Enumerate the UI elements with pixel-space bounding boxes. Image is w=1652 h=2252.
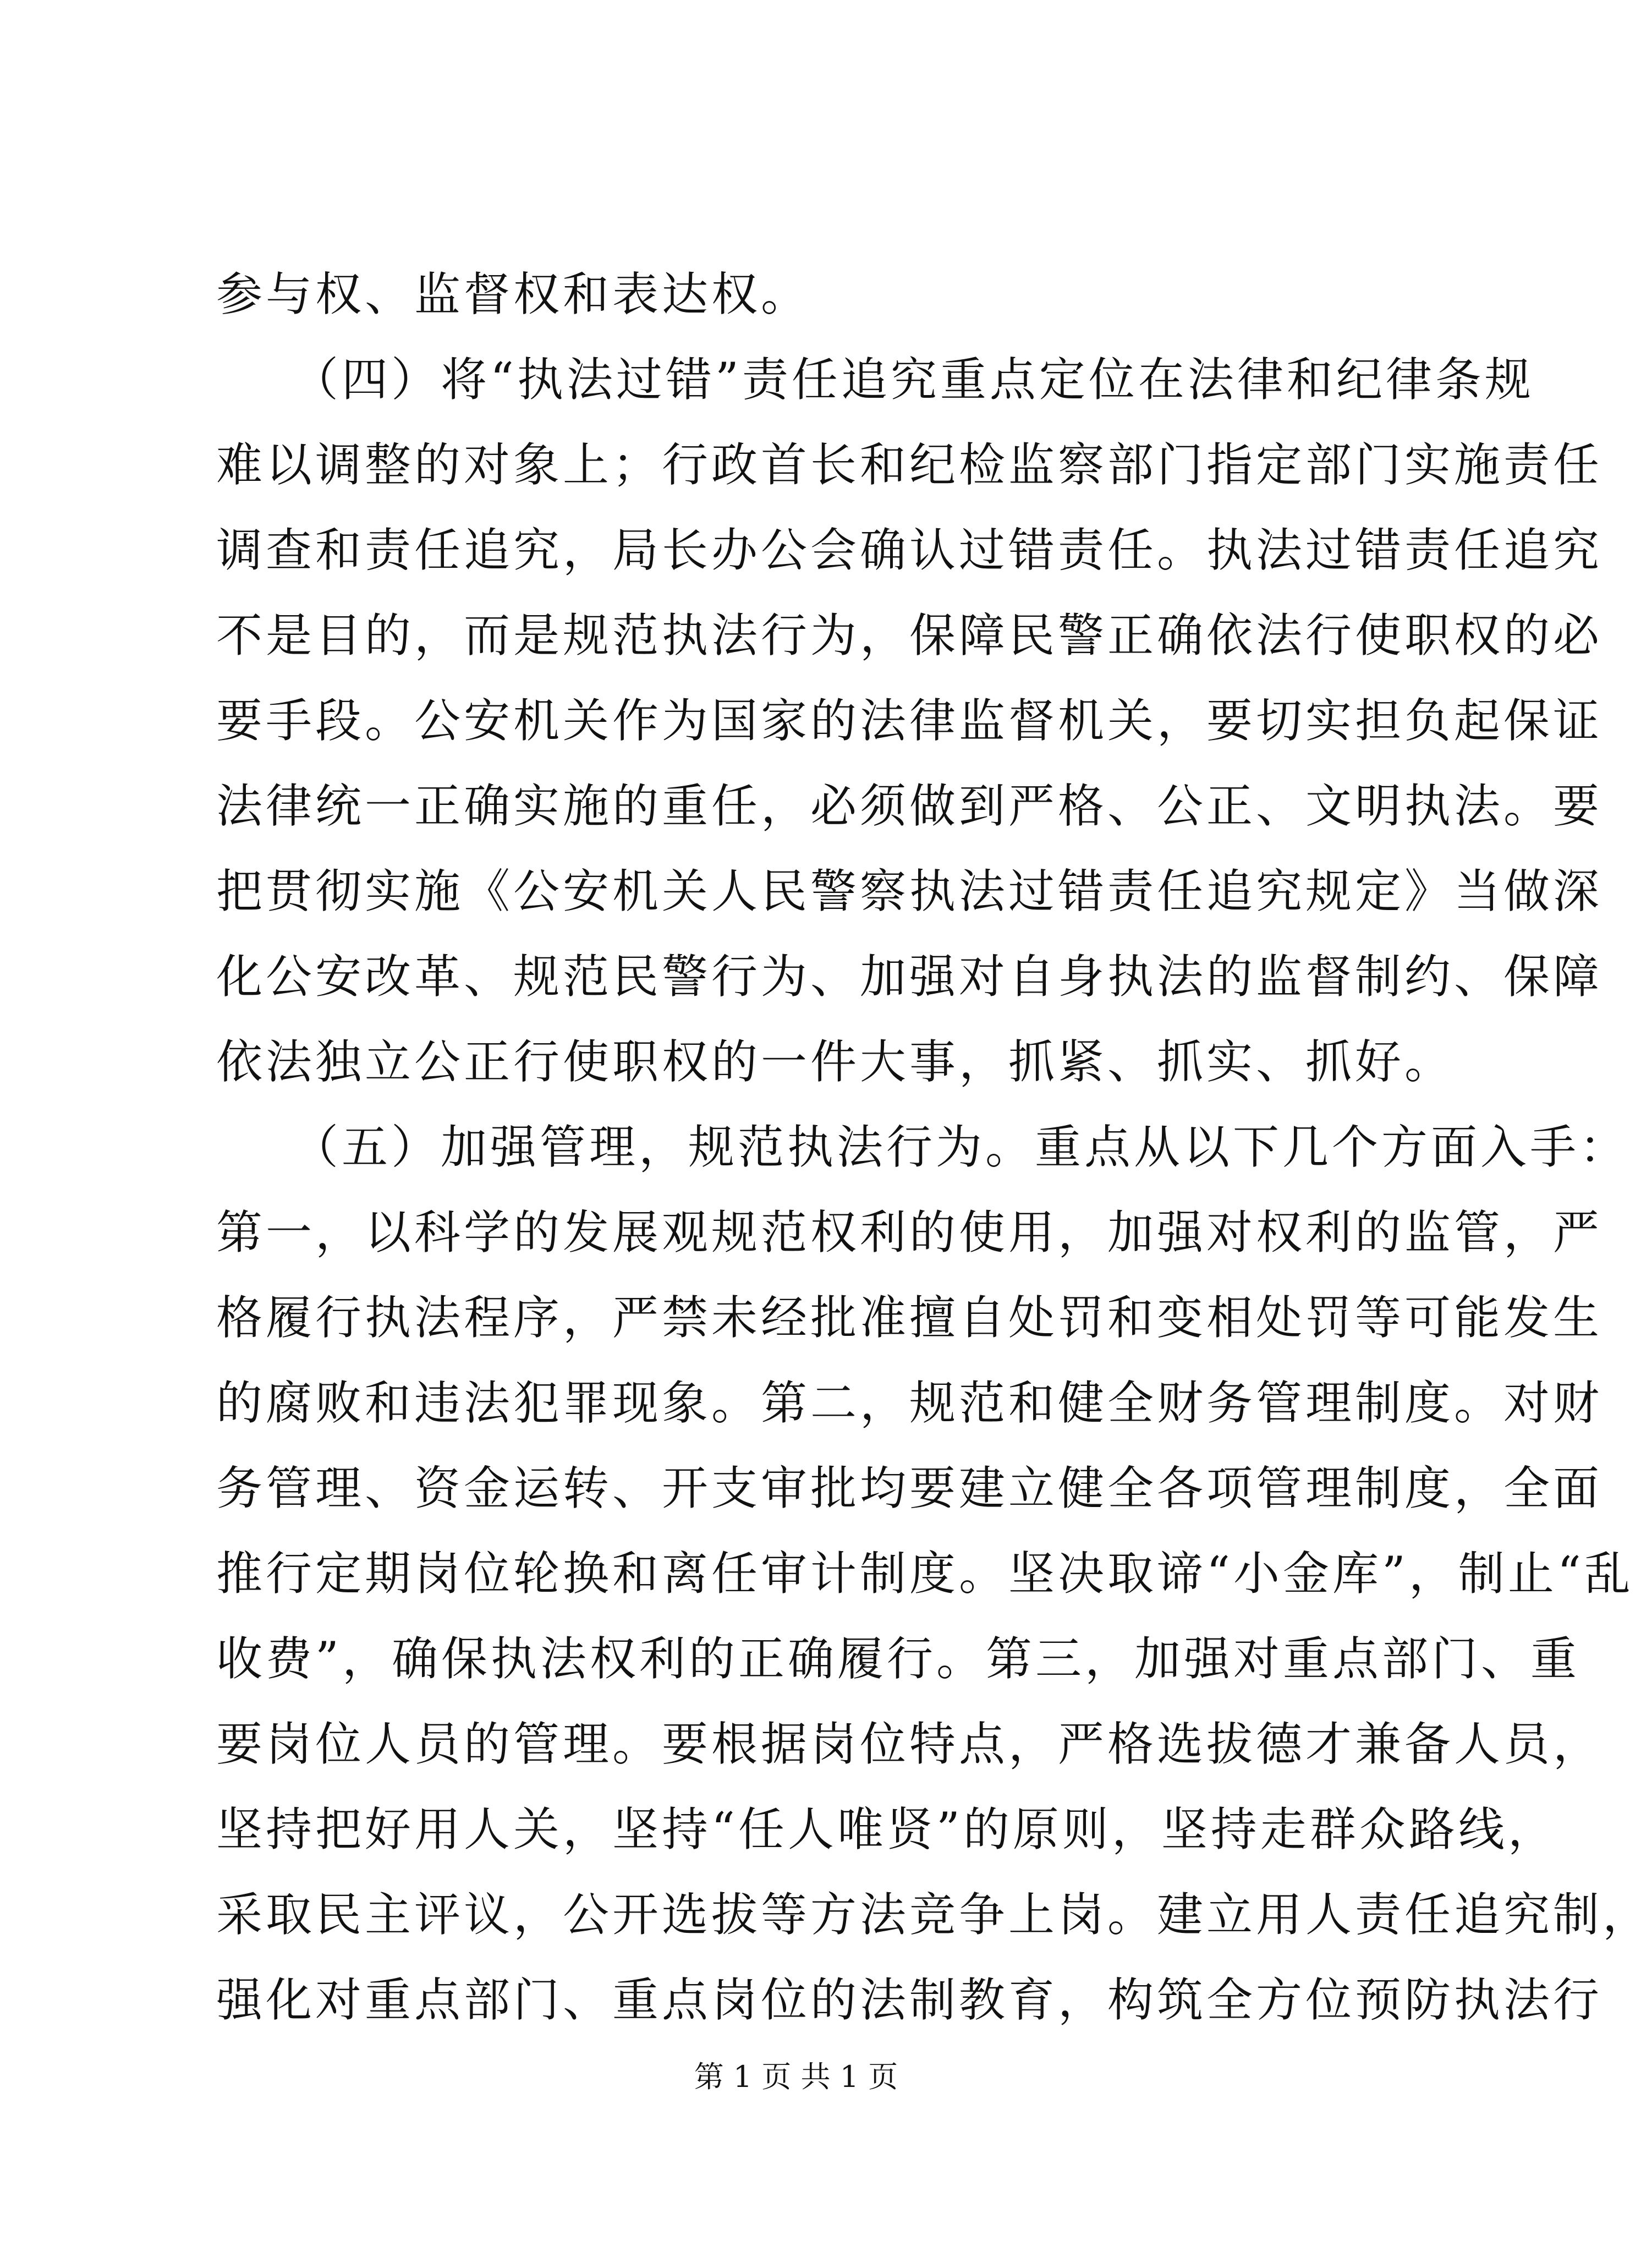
text-line: 务管理、资金运转、开支审批均要建立健全各项管理制度，全面 [216,1461,1603,1515]
text-line: 依法独立公正行使职权的一件大事，抓紧、抓实、抓好。 [216,1035,1455,1089]
text-line: （五）加强管理，规范执法行为。重点从以下几个方面入手： [216,1120,1629,1174]
text-line: 化公安改革、规范民警行为、加强对自身执法的监督制约、保障 [216,950,1603,1004]
text-line: 的腐败和违法犯罪现象。第二，规范和健全财务管理制度。对财 [216,1376,1603,1430]
text-line: 采取民主评议，公开选拔等方法竞争上岗。建立用人责任追究制， [216,1888,1652,1942]
text-line: 不是目的，而是规范执法行为，保障民警正确依法行使职权的必 [216,609,1603,662]
text-line: 第一，以科学的发展观规范权利的使用，加强对权利的监管，严 [216,1206,1603,1259]
text-line: 要岗位人员的管理。要根据岗位特点，严格选拔德才兼备人员， [216,1717,1603,1771]
text-line: 强化对重点部门、重点岗位的法制教育，构筑全方位预防执法行 [216,1973,1603,2027]
text-line: 推行定期岗位轮换和离任审计制度。坚决取谛“小金库”，制止“乱 [216,1547,1634,1601]
text-line: 法律统一正确实施的重任，必须做到严格、公正、文明执法。要 [216,779,1603,833]
text-line: 收费”，确保执法权利的正确履行。第三，加强对重点部门、重 [216,1632,1580,1686]
text-line: 参与权、监督权和表达权。 [216,267,811,321]
text-line: 坚持把好用人关，坚持“任人唯贤”的原则，坚持走群众路线， [216,1802,1557,1856]
text-line: （四）将“执法过错”责任追究重点定位在法律和纪律条规 [216,353,1534,407]
body-text [216,252,1652,2043]
text-line: 调查和责任追究，局长办公会确认过错责任。执法过错责任追究 [216,523,1603,577]
text-line: 格履行执法程序，严禁未经批准擅自处罚和变相处罚等可能发生 [216,1291,1603,1345]
page-footer: 第 1 页 共 1 页 [694,2059,898,2094]
text-line: 把贯彻实施《公安机关人民警察执法过错责任追究规定》当做深 [216,864,1603,918]
text-line: 要手段。公安机关作为国家的法律监督机关，要切实担负起保证 [216,694,1603,748]
text-line: 难以调整的对象上；行政首长和纪检监察部门指定部门实施责任 [216,438,1603,492]
